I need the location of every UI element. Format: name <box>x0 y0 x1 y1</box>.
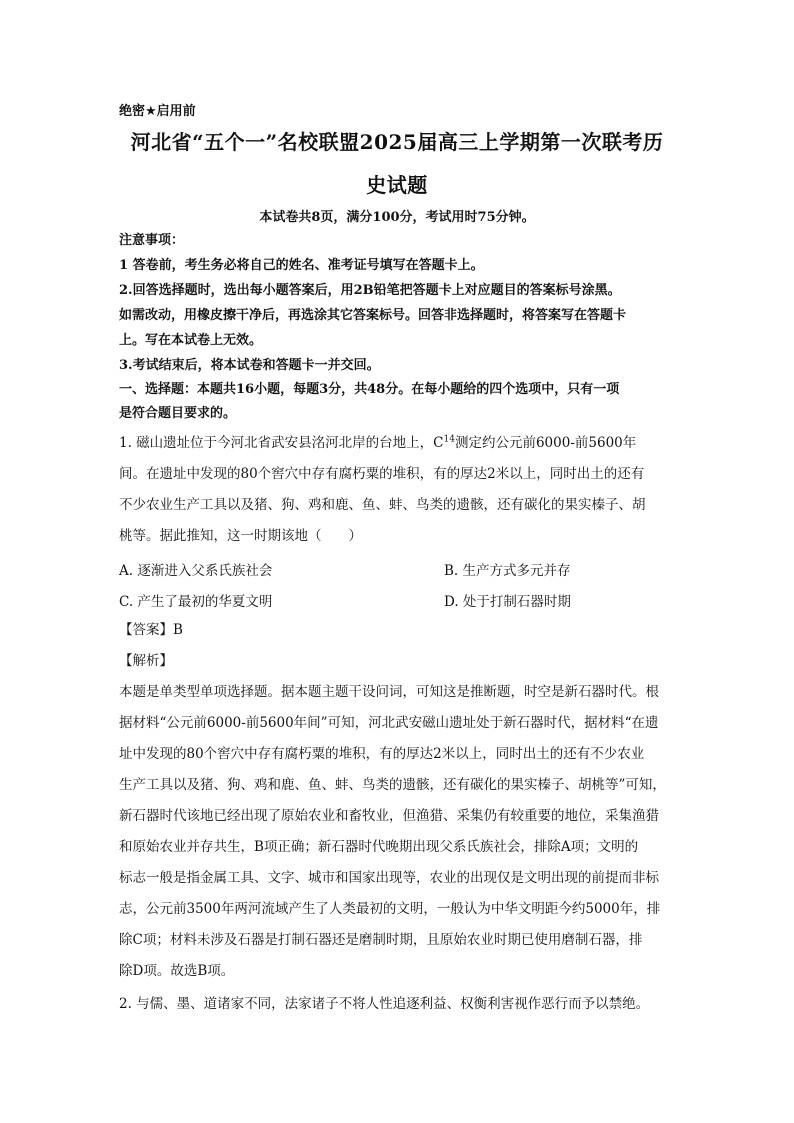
section-heading-line2: 是符合题目要求的。 <box>119 406 237 421</box>
q1-analysis-line6: 和原始农业并存共生，B项正确；新石器时代晚期出现父系氏族社会，排除A项；文明的 <box>119 839 639 855</box>
q2-stem-line1: 2. 与儒、墨、道诸家不同，法家诸子不将人性追逐利益、权衡利害视作恶行而予以禁绝。 <box>119 996 650 1012</box>
q1-answer: 【答案】B <box>119 622 183 638</box>
q1-stem-line1-a: 1. 磁山遗址位于今河北省武安县洺河北岸的台地上，C <box>119 435 444 451</box>
q1-superscript: 14 <box>443 434 455 445</box>
q1-stem-line3: 不少农业生产工具以及猪、狗、鸡和鹿、鱼、蚌、鸟类的遗骸，还有碳化的果实榛子、胡 <box>119 497 646 513</box>
q1-stem-line1-b: 测定约公元前6000-前5600年 <box>454 435 637 451</box>
q1-analysis-line9: 除C项；材料未涉及石器是打制石器还是磨制时期，且原始农业时期已使用磨制石器，排 <box>119 932 643 948</box>
notice-item-3: 3.考试结束后，将本试卷和答题卡一并交回。 <box>119 358 380 373</box>
section-heading-line1: 一、选择题：本题共16小题，每题3分，共48分。在每小题给的四个选项中，只有一项 <box>119 382 620 397</box>
q1-analysis-line3: 址中发现的80个窖穴中存有腐朽粟的堆积，有的厚达2米以上，同时出土的还有不少农业 <box>119 746 645 762</box>
q1-analysis-line7: 标志一般是指金属工具、文字、城市和国家出现等，农业的出现仅是文明出现的前提而非标 <box>119 870 659 886</box>
q1-analysis-line4: 生产工具以及猪、狗、鸡和鹿、鱼、蚌、鸟类的遗骸，还有碳化的果实榛子、胡桃等”可知， <box>119 777 666 793</box>
notice-item-2-line1: 2.回答选择题时，选出每小题答案后，用2B铅笔把答题卡上对应题目的答案标号涂黑。 <box>119 283 621 298</box>
notice-item-2-line3: 上。写在本试卷上无效。 <box>119 333 263 348</box>
q1-analysis-line2: 据材料“公元前6000-前5600年间”可知，河北武安磁山遗址处于新石器时代，据材料“在遗 <box>119 715 659 731</box>
exam-title-line1: 河北省“五个一”名校联盟2025届高三上学期第一次联考历 <box>130 130 664 154</box>
q1-analysis-label: 【解析】 <box>119 653 173 669</box>
q1-option-b: B. 生产方式多元并存 <box>444 563 571 579</box>
notice-heading: 注意事项： <box>119 233 185 248</box>
q1-stem-line4: 桃等。据此推知，这一时期该地（ ） <box>119 528 362 544</box>
q1-analysis-line8: 志，公元前3500年两河流域产生了人类最初的文明，一般认为中华文明距今约5000年，排 <box>119 901 661 917</box>
confidential-label: 绝密★启用前 <box>119 104 196 119</box>
q1-option-d: D. 处于打制石器时期 <box>444 594 571 610</box>
q1-analysis-line1: 本题是单类型单项选择题。据本题主题干设问词，可知这是推断题，时空是新石器时代。根 <box>119 684 659 700</box>
q1-stem-line2: 间。在遗址中发现的80个窖穴中存有腐朽粟的堆积，有的厚达2米以上，同时出土的还有 <box>119 466 645 482</box>
notice-item-2-line2: 如需改动，用橡皮擦干净后，再选涂其它答案标号。回答非选择题时，将答案写在答题卡 <box>119 308 627 323</box>
q1-option-a: A. 逐渐进入父系氏族社会 <box>119 563 273 579</box>
q1-analysis-line5: 新石器时代该地已经出现了原始农业和畜牧业，但渔猎、采集仍有较重要的地位，采集渔猎 <box>119 808 659 824</box>
exam-title-line2: 史试题 <box>366 173 428 197</box>
exam-info: 本试卷共8页，满分100分，考试用时75分钟。 <box>259 210 535 225</box>
q1-stem-line1 <box>119 434 679 452</box>
q1-analysis-line10: 除D项。故选B项。 <box>119 963 235 979</box>
notice-item-1: 1 答卷前，考生务必将自己的姓名、准考证号填写在答题卡上。 <box>119 258 484 273</box>
q1-option-c: C. 产生了最初的华夏文明 <box>119 594 273 610</box>
